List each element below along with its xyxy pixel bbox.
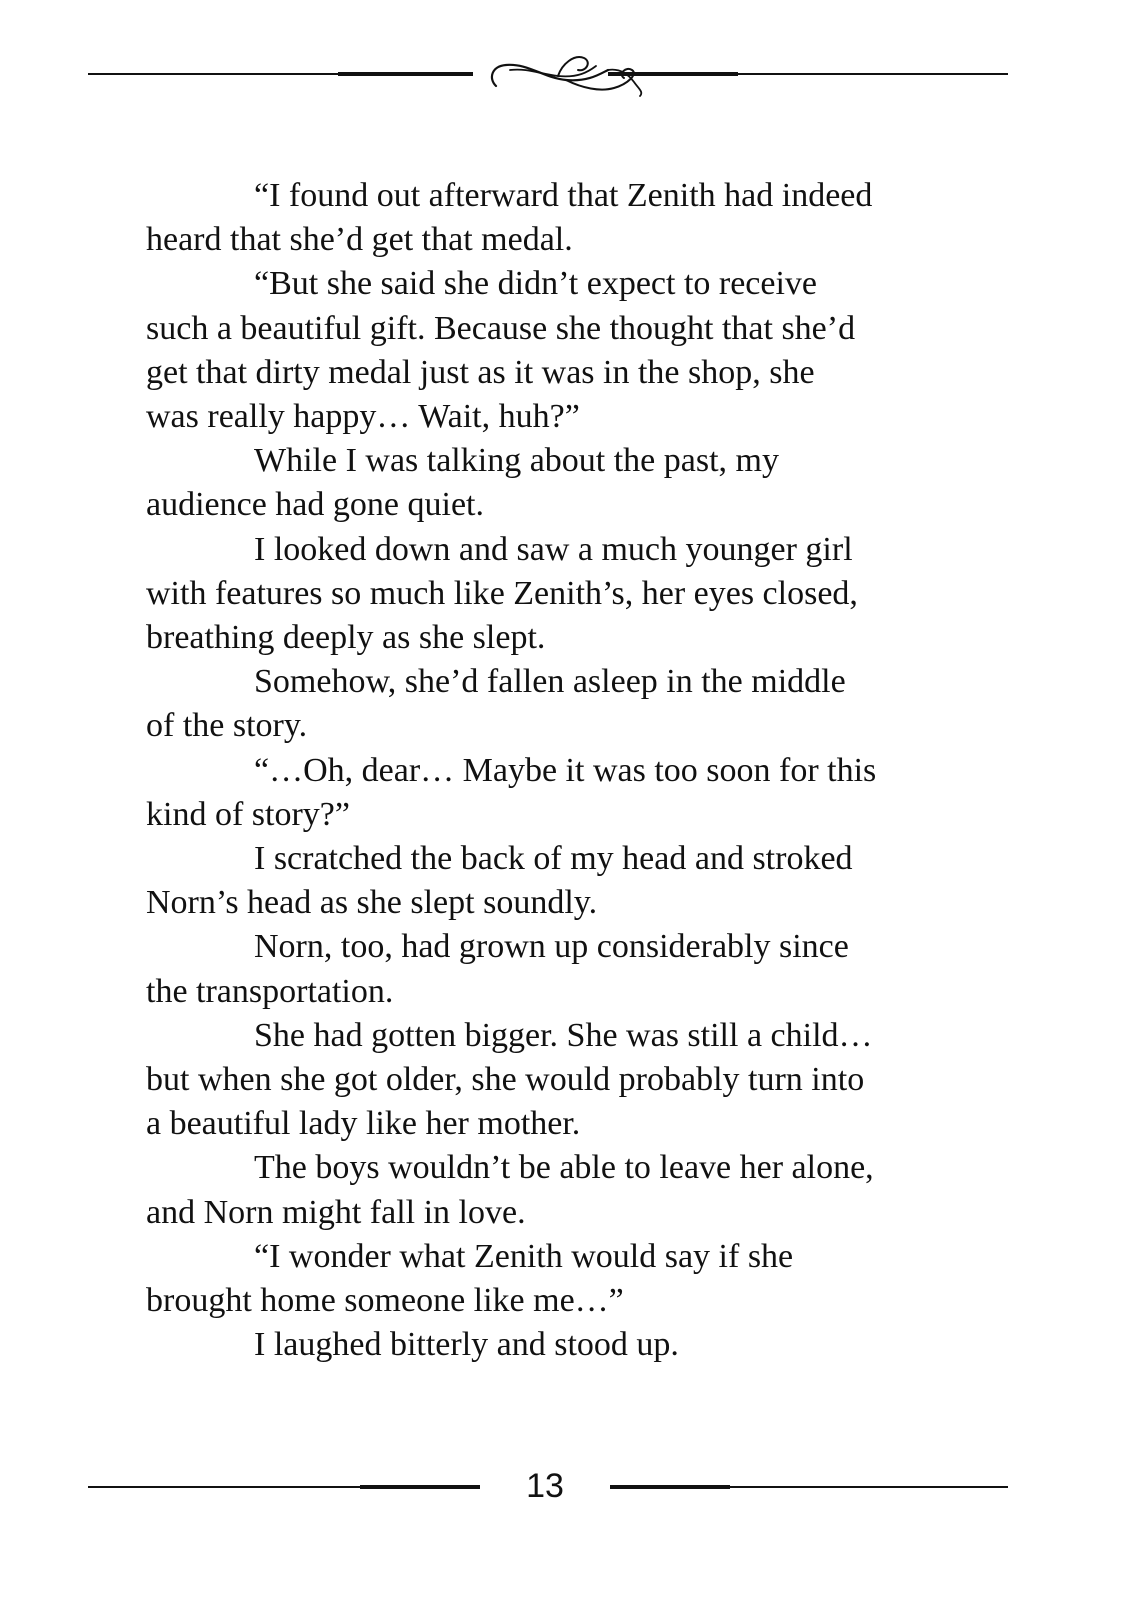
footer-rule-right: [610, 1486, 1008, 1488]
text-line: audience had gone quiet.: [146, 486, 484, 524]
text-line: get that dirty medal just as it was in the shop, she: [146, 353, 815, 391]
text-line: I laughed bitterly and stood up.: [254, 1326, 679, 1364]
header-flourish-divider: [88, 48, 1008, 104]
footer-rule-left: [88, 1486, 480, 1488]
text-line: brought home someone like me…”: [146, 1282, 624, 1320]
body-text: [146, 174, 936, 1367]
text-line: “…Oh, dear… Maybe it was too soon for this: [254, 751, 877, 789]
text-line: She had gotten bigger. She was still a child…: [254, 1016, 873, 1054]
text-line: such a beautiful gift. Because she thought that she’d: [146, 309, 856, 347]
text-line: Norn, too, had grown up considerably since: [254, 928, 849, 966]
text-line: with features so much like Zenith’s, her eyes closed,: [146, 574, 858, 612]
text-line: breathing deeply as she slept.: [146, 619, 546, 657]
text-line: “But she said she didn’t expect to receive: [254, 265, 818, 303]
text-line: I looked down and saw a much younger girl: [254, 530, 853, 568]
text-line: The boys wouldn’t be able to leave her alone,: [254, 1149, 874, 1187]
text-line: Norn’s head as she slept soundly.: [146, 884, 598, 922]
page-number: 13: [526, 1467, 564, 1505]
text-line: I scratched the back of my head and stroked: [254, 840, 853, 878]
flourish-icon: [492, 57, 641, 96]
text-line: of the story.: [146, 707, 308, 745]
text-line: the transportation.: [146, 972, 394, 1010]
text-line: a beautiful lady like her mother.: [146, 1105, 581, 1143]
text-line: “I found out afterward that Zenith had indeed: [254, 177, 873, 214]
text-line: Somehow, she’d fallen asleep in the middle: [254, 663, 846, 701]
text-line: but when she got older, she would probably turn into: [146, 1061, 865, 1099]
text-line: heard that she’d get that medal.: [146, 221, 573, 259]
text-line: kind of story?”: [146, 795, 350, 833]
text-line: was really happy… Wait, huh?”: [146, 398, 580, 436]
page-footer: [88, 1464, 1008, 1512]
text-line: and Norn might fall in love.: [146, 1193, 526, 1231]
text-line: “I wonder what Zenith would say if she: [254, 1237, 794, 1275]
text-line: While I was talking about the past, my: [254, 442, 779, 480]
